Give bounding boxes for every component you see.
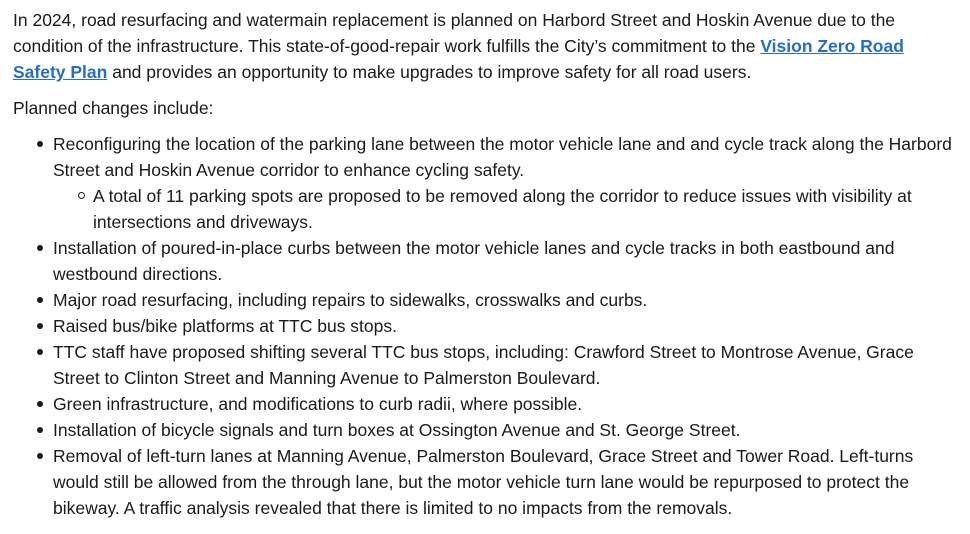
sub-list-item: A total of 11 parking spots are proposed to be removed along the corridor to reduce issues with visibility at intersections and driveways.: [93, 183, 953, 235]
intro-text-after-link: and provides an opportunity to make upgrades to improve safety for all road users.: [107, 62, 752, 82]
planned-changes-list: [13, 131, 953, 521]
list-item: Installation of bicycle signals and turn boxes at Ossington Avenue and St. George Street.: [53, 417, 953, 443]
list-item: Raised bus/bike platforms at TTC bus stops.: [53, 313, 953, 339]
list-item: TTC staff have proposed shifting several TTC bus stops, including: Crawford Street to Montrose Avenue, Grace Street to Clinton Street and Manning Avenue to Palmerston Boulevard.: [53, 339, 953, 391]
article-content: [13, 7, 953, 521]
intro-paragraph: [13, 7, 953, 85]
list-item: Major road resurfacing, including repairs to sidewalks, crosswalks and curbs.: [53, 287, 953, 313]
sub-list: [53, 183, 953, 235]
list-item: Green infrastructure, and modifications to curb radii, where possible.: [53, 391, 953, 417]
list-item-text: Reconfiguring the location of the parking lane between the motor vehicle lane and and cycle track along the Harbord Street and Hoskin Avenue corridor to enhance cycling safety.: [53, 134, 952, 180]
vision-zero-link[interactable]: Vision Zero Road Safety Plan: [13, 36, 904, 82]
list-item: Removal of left-turn lanes at Manning Avenue, Palmerston Boulevard, Grace Street and Tower Road. Left-turns would still be allowed from the through lane, but the motor vehicle turn lane would be repurposed to protect the bikeway. A traffic analysis revealed that there is limited to no impacts from the removals.: [53, 443, 953, 521]
list-item: [53, 131, 953, 235]
planned-changes-heading: Planned changes include:: [13, 98, 214, 118]
list-item: Installation of poured-in-place curbs between the motor vehicle lanes and cycle tracks in both eastbound and westbound directions.: [53, 235, 953, 287]
intro-text-before-link: In 2024, road resurfacing and watermain replacement is planned on Harbord Street and Hoskin Avenue due to the condition of the infrastructure. This state-of-good-repair work fulfills the City’s commitment to the: [13, 10, 896, 56]
